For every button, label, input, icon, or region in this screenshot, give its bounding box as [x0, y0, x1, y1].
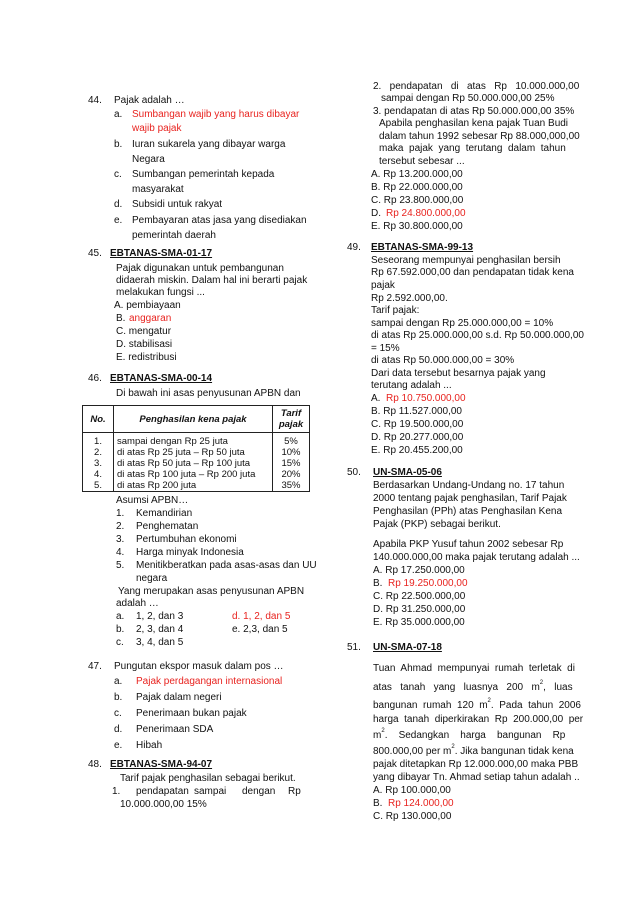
- question-line: maka pajak yang terutang dalam tahun: [379, 143, 566, 154]
- option-letter: B.: [373, 578, 383, 589]
- option-letter: A.: [371, 393, 381, 404]
- question-line: Yang merupakan asas penyusunan APBN: [118, 586, 305, 597]
- question-line: = 15%: [371, 343, 400, 354]
- question-intro: Tarif pajak penghasilan sebagai berikut.: [120, 773, 296, 784]
- question-line: di atas Rp 50.000.000,00 = 30%: [371, 355, 515, 366]
- option-letter: d.: [114, 724, 123, 735]
- option: E. Rp 35.000.000,00: [373, 617, 465, 628]
- option: A. Rp 17.250.000,00: [373, 565, 465, 576]
- option-a-line2: wajib pajak: [132, 123, 182, 134]
- option-letter: c.: [116, 637, 124, 648]
- option: Hibah: [136, 740, 163, 751]
- option-a-line1: Sumbangan wajib yang harus dibayar: [132, 109, 300, 120]
- table-cell: 20%: [273, 469, 310, 480]
- table-cell: di atas Rp 100 juta – Rp 200 juta: [114, 469, 273, 480]
- option: e. 2,3, dan 5: [232, 624, 288, 635]
- option-d-line1: Subsidi untuk rakyat: [132, 199, 223, 210]
- option-answer: d. 1, 2, dan 5: [232, 611, 291, 622]
- option-letter: b.: [114, 692, 123, 703]
- option-b-line2: Negara: [132, 154, 165, 165]
- question-line: Seseorang mempunyai penghasilan bersih: [371, 255, 561, 266]
- option: Pajak dalam negeri: [136, 692, 222, 703]
- table-cell: 5.: [83, 480, 114, 492]
- question-line: pajak: [371, 280, 395, 291]
- option: B. Rp 22.000.000,00: [371, 182, 463, 193]
- option: C. Rp 130.000,00: [373, 811, 452, 822]
- option-letter: d.: [114, 199, 123, 210]
- table-cell: 35%: [273, 480, 310, 492]
- option-letter: e.: [114, 215, 123, 226]
- question-line: Dari data tersebut besarnya pajak yang: [371, 368, 546, 379]
- option-answer: Rp 124.000,00: [388, 798, 454, 809]
- option-e-line2: pemerintah daerah: [132, 230, 216, 241]
- table-row: [83, 447, 310, 458]
- table-cell: 10%: [273, 447, 310, 458]
- option: E. redistribusi: [116, 352, 177, 363]
- question-word: sampai: [194, 786, 227, 797]
- question-line: bangunan rumah 120 $m^2$. Pada tahun 2006: [373, 698, 581, 711]
- question-line: Penghasilan (PPh) atas Penghasilan Kena: [373, 506, 563, 517]
- option-answer: Rp 19.250.000,00: [388, 578, 468, 589]
- question-word: pendapatan: [136, 786, 189, 797]
- table-cell: sampai dengan Rp 25 juta: [114, 433, 273, 448]
- option: E. Rp 20.455.200,00: [371, 445, 463, 456]
- question-line: 140.000.000,00 maka pajak terutang adalah ...: [373, 552, 580, 563]
- question-number: 46.: [88, 373, 102, 384]
- table-header: Tarif pajak: [273, 406, 310, 433]
- question-line: tersebut sebesar ...: [379, 156, 465, 167]
- list-number: 3.: [116, 534, 125, 545]
- option-answer: Pajak perdagangan internasional: [136, 676, 283, 687]
- option-letter: B.: [373, 798, 383, 809]
- table-cell: di atas Rp 200 juta: [114, 480, 273, 492]
- question-line: dalam tahun 1992 sebesar Rp 88.000,000,00: [379, 131, 580, 142]
- question-source: EBTANAS-SMA-94-07: [110, 759, 213, 770]
- question-source: EBTANAS-SMA-01-17: [110, 248, 213, 259]
- option-c-line2: masyarakat: [132, 184, 184, 195]
- option: A. pembiayaan: [114, 300, 181, 311]
- option: D. Rp 20.277.000,00: [371, 432, 464, 443]
- option: 1, 2, dan 3: [136, 611, 184, 622]
- option-letter: b.: [116, 624, 125, 635]
- question-line: adalah …: [116, 598, 159, 609]
- question-source: UN-SMA-07-18: [373, 642, 442, 653]
- option: B. Rp 11.527.000,00: [371, 406, 462, 417]
- option: A. Rp 100.000,00: [373, 785, 451, 796]
- table-cell: 2.: [83, 447, 114, 458]
- question-line: atas tanah yang luasnya 200 $m^2$, luas: [373, 680, 573, 693]
- question-source: UN-SMA-05-06: [373, 467, 442, 478]
- table-cell: di atas Rp 50 juta – Rp 100 juta: [114, 458, 273, 469]
- table-row: [83, 469, 310, 480]
- question-line: 3. pendapatan di atas Rp 50.000.000,00 35%: [373, 106, 575, 117]
- option: E. Rp 30.800.000,00: [371, 221, 463, 232]
- table-cell: 4.: [83, 469, 114, 480]
- option-answer: Rp 24.800.000,00: [386, 208, 466, 219]
- table-cell: 5%: [273, 433, 310, 448]
- option-letter: B.: [116, 313, 126, 324]
- question-line: Tuan Ahmad mempunyai rumah terletak di: [373, 663, 575, 674]
- table-cell: 1.: [83, 433, 114, 448]
- option: D. Rp 31.250.000,00: [373, 604, 466, 615]
- question-line: pajak ditetapkan Rp 12.000.000,00 maka PBB: [373, 759, 579, 770]
- option-letter: c.: [114, 708, 122, 719]
- question-line: yang dibayar Tn. Ahmad setiap tahun adalah ..: [373, 772, 580, 783]
- question-number: 45.: [88, 248, 102, 259]
- question-word: Rp: [288, 786, 301, 797]
- question-line: Berdasarkan Undang-Undang no. 17 tahun: [373, 480, 565, 491]
- question-line: sampai dengan Rp 50.000.000,00 25%: [381, 93, 555, 104]
- option-c-line1: Sumbangan pemerintah kepada: [132, 169, 275, 180]
- question-number: 51.: [347, 642, 361, 653]
- list-number: 5.: [116, 560, 125, 571]
- question-text: Pajak adalah …: [114, 95, 185, 106]
- option: A. Rp 13.200.000,00: [371, 169, 463, 180]
- question-line: $m^2$. Sedangkan harga bangunan Rp: [373, 728, 566, 741]
- question-number: 50.: [347, 467, 361, 478]
- question-line: terutang adalah ...: [371, 380, 452, 391]
- tax-rate-table: [82, 405, 310, 492]
- list-number: 1.: [116, 508, 125, 519]
- option-letter: a.: [114, 676, 123, 687]
- question-line: 2000 tentang pajak penghasilan, Tarif Pajak: [373, 493, 567, 504]
- question-line: Pajak digunakan untuk pembangunan: [116, 263, 284, 274]
- question-line: Apabila penghasilan kena pajak Tuan Budi: [379, 118, 569, 129]
- list-item: Penghematan: [136, 521, 199, 532]
- option-answer: anggaran: [129, 313, 172, 324]
- option: C. Rp 22.500.000,00: [373, 591, 466, 602]
- question-line: Tarif pajak:: [371, 305, 420, 316]
- option-e-line1: Pembayaran atas jasa yang disediakan: [132, 215, 307, 226]
- table-row: [83, 458, 310, 469]
- option: C. mengatur: [116, 326, 172, 337]
- question-number: 49.: [347, 242, 361, 253]
- option: C. Rp 19.500.000,00: [371, 419, 464, 430]
- question-intro: Di bawah ini asas penyusunan APBN dan: [116, 388, 301, 399]
- list-item: Kemandirian: [136, 508, 193, 519]
- option-letter: e.: [114, 740, 123, 751]
- question-line: 800.000,00 per $m^2$. Jika bangunan tidak kena: [373, 744, 574, 757]
- option: Penerimaan SDA: [136, 724, 214, 735]
- question-line: harga tanah diperkirakan Rp 200.000,00 per: [373, 714, 584, 725]
- question-source: EBTANAS-SMA-00-14: [110, 373, 213, 384]
- question-line: sampai dengan Rp 25.000.000,00 = 10%: [371, 318, 554, 329]
- question-line: didaerah miskin. Dalam hal ini berarti pajak: [116, 275, 308, 286]
- table-cell: 15%: [273, 458, 310, 469]
- question-line: Pajak (PKP) sebagai berikut.: [373, 519, 501, 530]
- list-item: Harga minyak Indonesia: [136, 547, 244, 558]
- list-item: Pertumbuhan ekonomi: [136, 534, 237, 545]
- table-header: Penghasilan kena pajak: [114, 406, 273, 433]
- table-row: [83, 480, 310, 492]
- option: Penerimaan bukan pajak: [136, 708, 247, 719]
- list-item: negara: [136, 573, 168, 584]
- list-number: 1.: [112, 786, 121, 797]
- list-item: Menitikberatkan pada asas-asas dan UU: [136, 560, 317, 571]
- option-letter: a.: [114, 109, 123, 120]
- list-number: 4.: [116, 547, 125, 558]
- asumsi-label: Asumsi APBN…: [116, 495, 189, 506]
- question-number: 48.: [88, 759, 102, 770]
- option-letter: D.: [371, 208, 381, 219]
- question-line: 10.000.000,00 15%: [120, 799, 207, 810]
- table-row: [83, 433, 310, 448]
- option-letter: b.: [114, 139, 123, 150]
- question-line: 2. pendapatan di atas Rp 10.000.000,00: [373, 81, 580, 92]
- question-line: Apabila PKP Yusuf tahun 2002 sebesar Rp: [373, 539, 564, 550]
- option-answer: Rp 10.750.000,00: [386, 393, 466, 404]
- table-header: No.: [83, 406, 114, 433]
- option-letter: a.: [116, 611, 125, 622]
- option: D. stabilisasi: [116, 339, 173, 350]
- question-word: dengan: [242, 786, 276, 797]
- question-line: Rp 2.592.000,00.: [371, 293, 448, 304]
- question-text: Pungutan ekspor masuk dalam pos …: [114, 661, 284, 672]
- question-line: di atas Rp 25.000.000,00 s.d. Rp 50.000.000,00: [371, 330, 584, 341]
- option-b-line1: Iuran sukarela yang dibayar warga: [132, 139, 286, 150]
- question-line: Rp 67.592.000,00 dan pendapatan tidak kena: [371, 267, 574, 278]
- question-source: EBTANAS-SMA-99-13: [371, 242, 474, 253]
- list-number: 2.: [116, 521, 125, 532]
- question-number: 44.: [88, 95, 102, 106]
- option-letter: c.: [114, 169, 122, 180]
- option: 2, 3, dan 4: [136, 624, 184, 635]
- table-cell: di atas Rp 25 juta – Rp 50 juta: [114, 447, 273, 458]
- option: C. Rp 23.800.000,00: [371, 195, 464, 206]
- question-line: melakukan fungsi ...: [116, 287, 205, 298]
- option: 3, 4, dan 5: [136, 637, 184, 648]
- question-number: 47.: [88, 661, 102, 672]
- table-cell: 3.: [83, 458, 114, 469]
